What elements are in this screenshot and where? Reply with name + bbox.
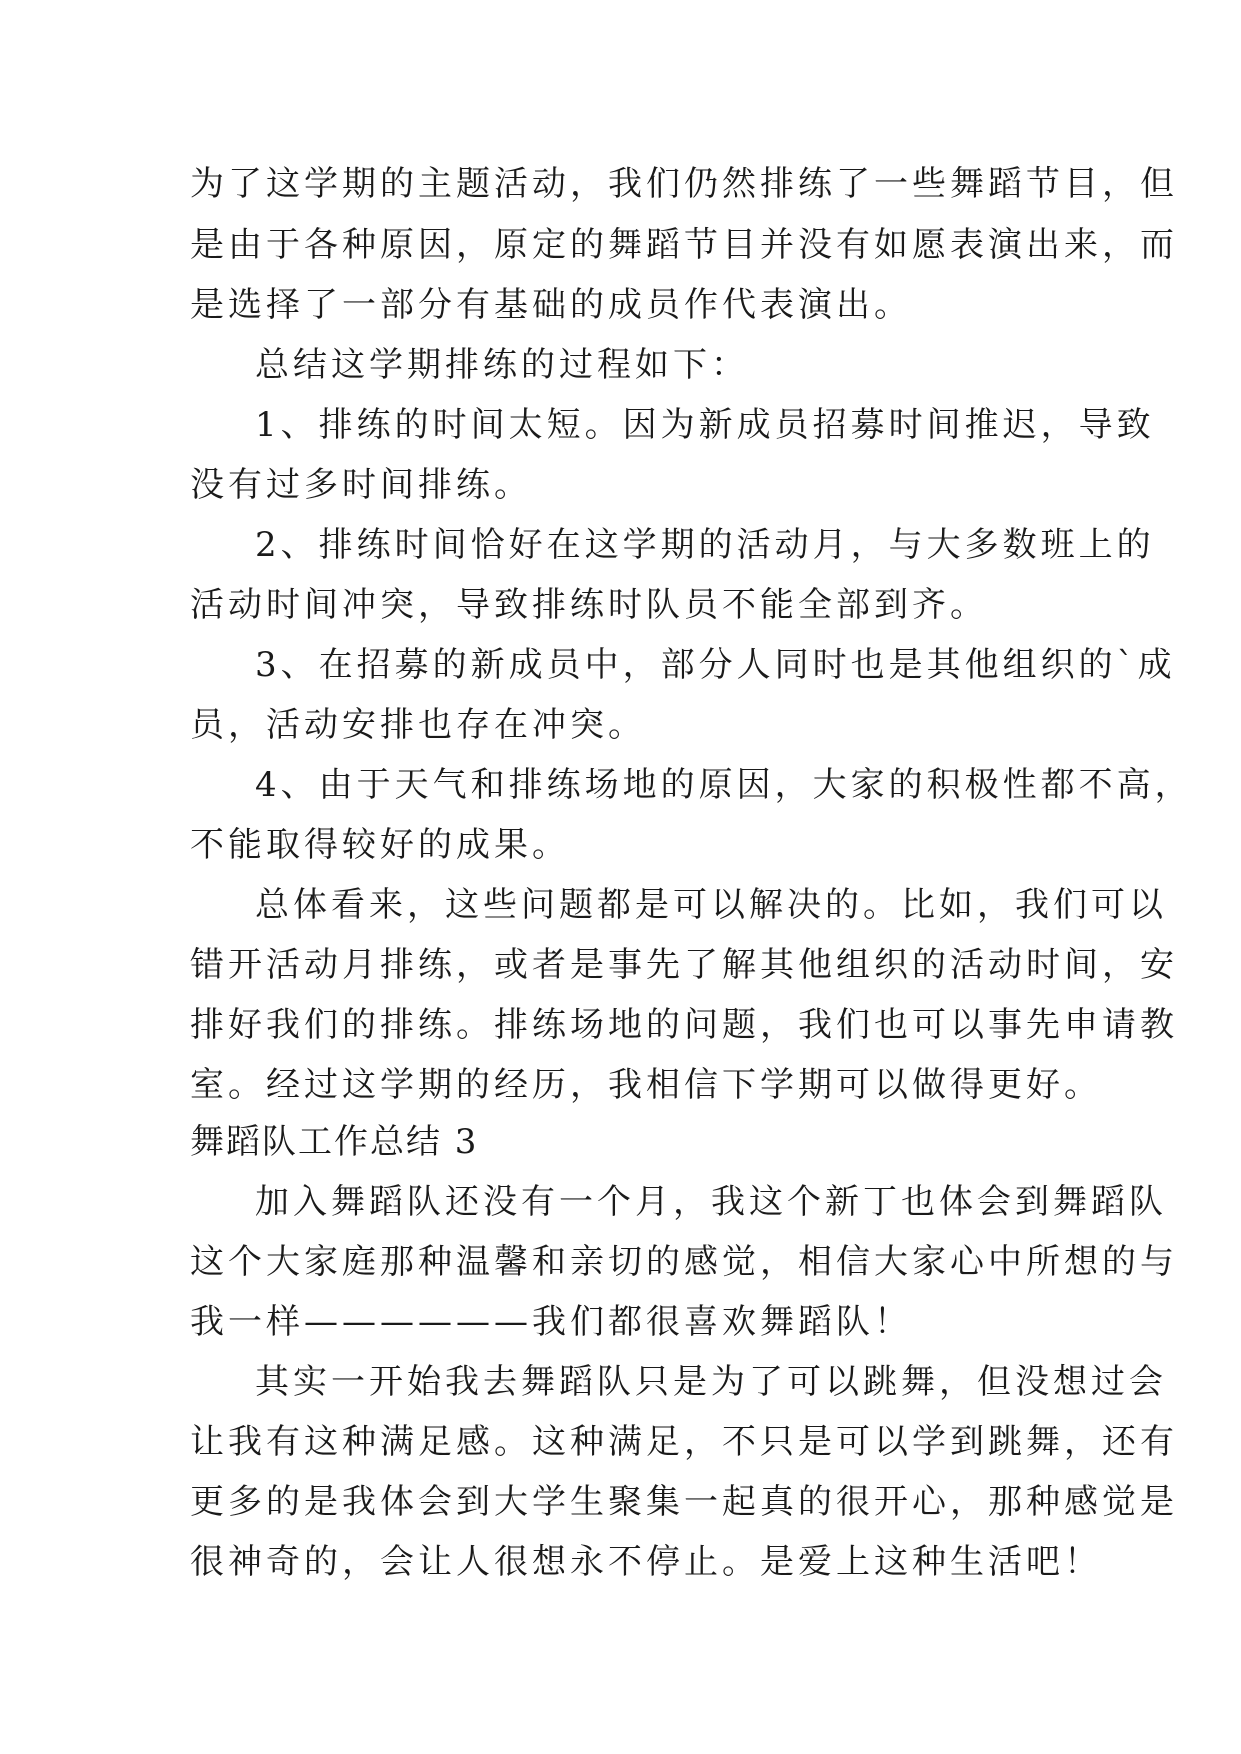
text-line: 这个大家庭那种温馨和亲切的感觉，相信大家心中所想的与 [190,1242,1178,1282]
text-line: 不能取得较好的成果。 [190,825,570,865]
text-line: 其实一开始我去舞蹈队只是为了可以跳舞，但没想过会 [255,1362,1167,1402]
text-line: 让我有这种满足感。这种满足，不只是可以学到跳舞，还有 [190,1422,1178,1462]
text-line: 总体看来，这些问题都是可以解决的。比如，我们可以 [255,885,1167,925]
text-line: 错开活动月排练，或者是事先了解其他组织的活动时间，安 [190,945,1178,985]
text-line: 活动时间冲突，导致排练时队员不能全部到齐。 [190,585,988,625]
text-line: 我一样——————我们都很喜欢舞蹈队！ [190,1302,912,1342]
section-heading: 舞蹈队工作总结 3 [190,1122,479,1162]
text-line: 很神奇的，会让人很想永不停止。是爱上这种生活吧！ [190,1542,1102,1582]
text-line: 员，活动安排也存在冲突。 [190,705,646,745]
text-line: 更多的是我体会到大学生聚集一起真的很开心，那种感觉是 [190,1482,1178,1522]
text-line: 是选择了一部分有基础的成员作代表演出。 [190,285,912,325]
text-line: 是由于各种原因，原定的舞蹈节目并没有如愿表演出来，而 [190,225,1178,265]
text-line: 1、排练的时间太短。因为新成员招募时间推迟，导致 [255,405,1155,445]
text-line: 室。经过这学期的经历，我相信下学期可以做得更好。 [190,1065,1102,1105]
text-line: 3、在招募的新成员中，部分人同时也是其他组织的`成 [255,645,1176,685]
text-line: 加入舞蹈队还没有一个月，我这个新丁也体会到舞蹈队 [255,1182,1167,1222]
text-line: 4、由于天气和排练场地的原因，大家的积极性都不高， [255,765,1193,805]
text-line: 为了这学期的主题活动，我们仍然排练了一些舞蹈节目，但 [190,164,1178,204]
text-line: 排好我们的排练。排练场地的问题，我们也可以事先申请教 [190,1005,1178,1045]
text-line: 总结这学期排练的过程如下： [255,345,749,385]
text-line: 2、排练时间恰好在这学期的活动月，与大多数班上的 [255,525,1155,565]
text-line: 没有过多时间排练。 [190,465,532,505]
